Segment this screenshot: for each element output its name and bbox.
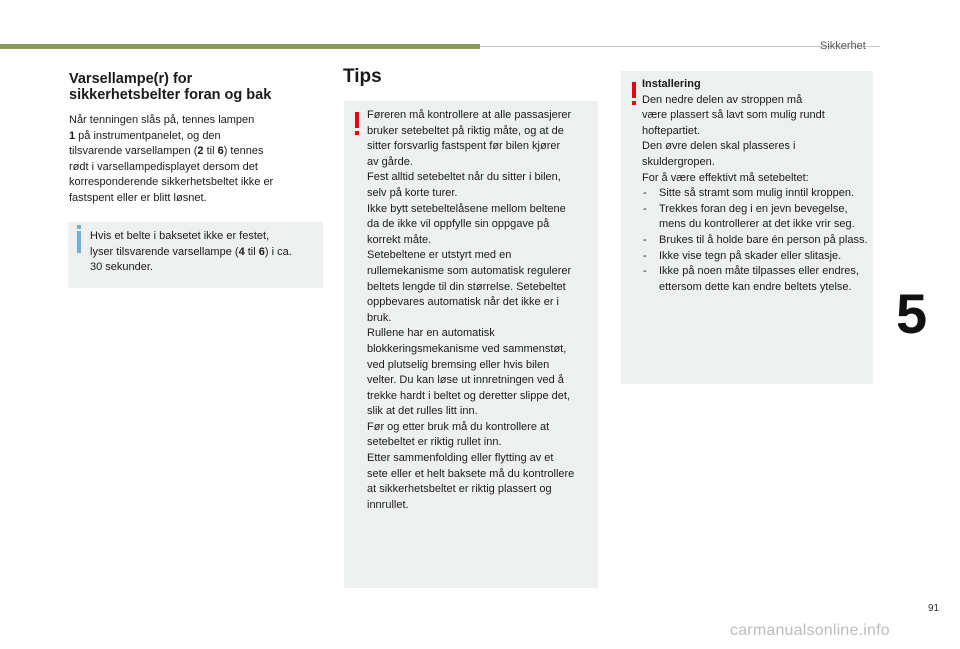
info-icon [77,231,81,253]
warning-lamp-heading [69,71,329,103]
list-item: - Brukes til å holde bare én person på plass. [643,233,868,246]
warning-lamp-paragraph: Når tenningen slås på, tennes lampen 1 på instrumentpanelet, og den tilsvarende varsellampen (2 til 6) tennes rødt i varsellampedisplayet dersom det korresponderende sikkerhetsbeltet ikke er fastspent eller er blitt løsnet. [69,114,274,204]
section-title: Sikkerhet [820,40,866,52]
header-accent-bar [0,44,480,49]
info-text: Hvis et belte i baksetet ikke er festet, lyser tilsvarende varsellampe (4 til 6) i ca. 30 sekunder. [90,230,292,274]
installation-list [642,186,870,295]
chapter-number: 5 [896,282,928,345]
list-item: - Sitte så stramt som mulig inntil kroppen. [643,187,855,200]
list-item: - Ikke vise tegn på skader eller slitasje. [643,249,842,262]
list-item: - Trekkes foran deg i en jevn bevegelse, mens du kontrollerer at det ikke vrir seg. [643,202,855,231]
heading-text: Varsellampe(r) for sikkerhetsbelter foran og bak [69,71,272,103]
warning-icon [631,82,637,104]
tips-box [344,101,598,588]
installation-heading: Installering [642,78,701,90]
installation-box [621,71,873,384]
installation-content [642,77,870,295]
installation-intro: Den nedre delen av stroppen må være plassert så lavt som mulig rundt hoftepartiet. Den øvre delen skal plasseres i skuldergropen. For å være effektivt må setebeltet: [642,93,825,184]
tips-text: Føreren må kontrollere at alle passasjerer bruker setebeltet på riktig måte, og at de sitter forsvarlig fastspent før bilen kjører av gårde. Fest alltid setebeltet når du sitter i bilen, selv på korte turer. Ikke bytt setebeltelåsene mellom beltene da de ikke vil oppfylle sin oppgave på korrekt måte. Setebeltene er utstyrt med en rullemekanisme som automatisk regulerer beltets lengde til din størrelse. Setebeltet oppbevares automatisk når det ikke er i bruk. Rullene har en automatisk blokkeringsmekanisme ved sammenstøt, ved plutselig bremsing eller hvis bilen velter. Du kan løse ut innretningen ved å trekke hardt i beltet og deretter slippe det, slik at det rulles litt inn. Før og etter bruk må du kontrollere at setebeltet er riktig rullet inn. Etter sammenfolding eller flytting av et sete eller et helt baksete må du kontrollere at sikkerhetsbeltet er riktig plassert og innrullet. [367,109,575,511]
tips-title: Tips [343,66,382,87]
page-number: 91 [928,603,940,614]
list-item: - Ikke på noen måte tilpasses eller endres, ettersom dette kan endre beltets ytelse. [643,265,859,293]
footer-watermark: carmanualsonline.info [730,622,890,639]
info-box [68,222,323,288]
warning-icon [354,112,360,134]
